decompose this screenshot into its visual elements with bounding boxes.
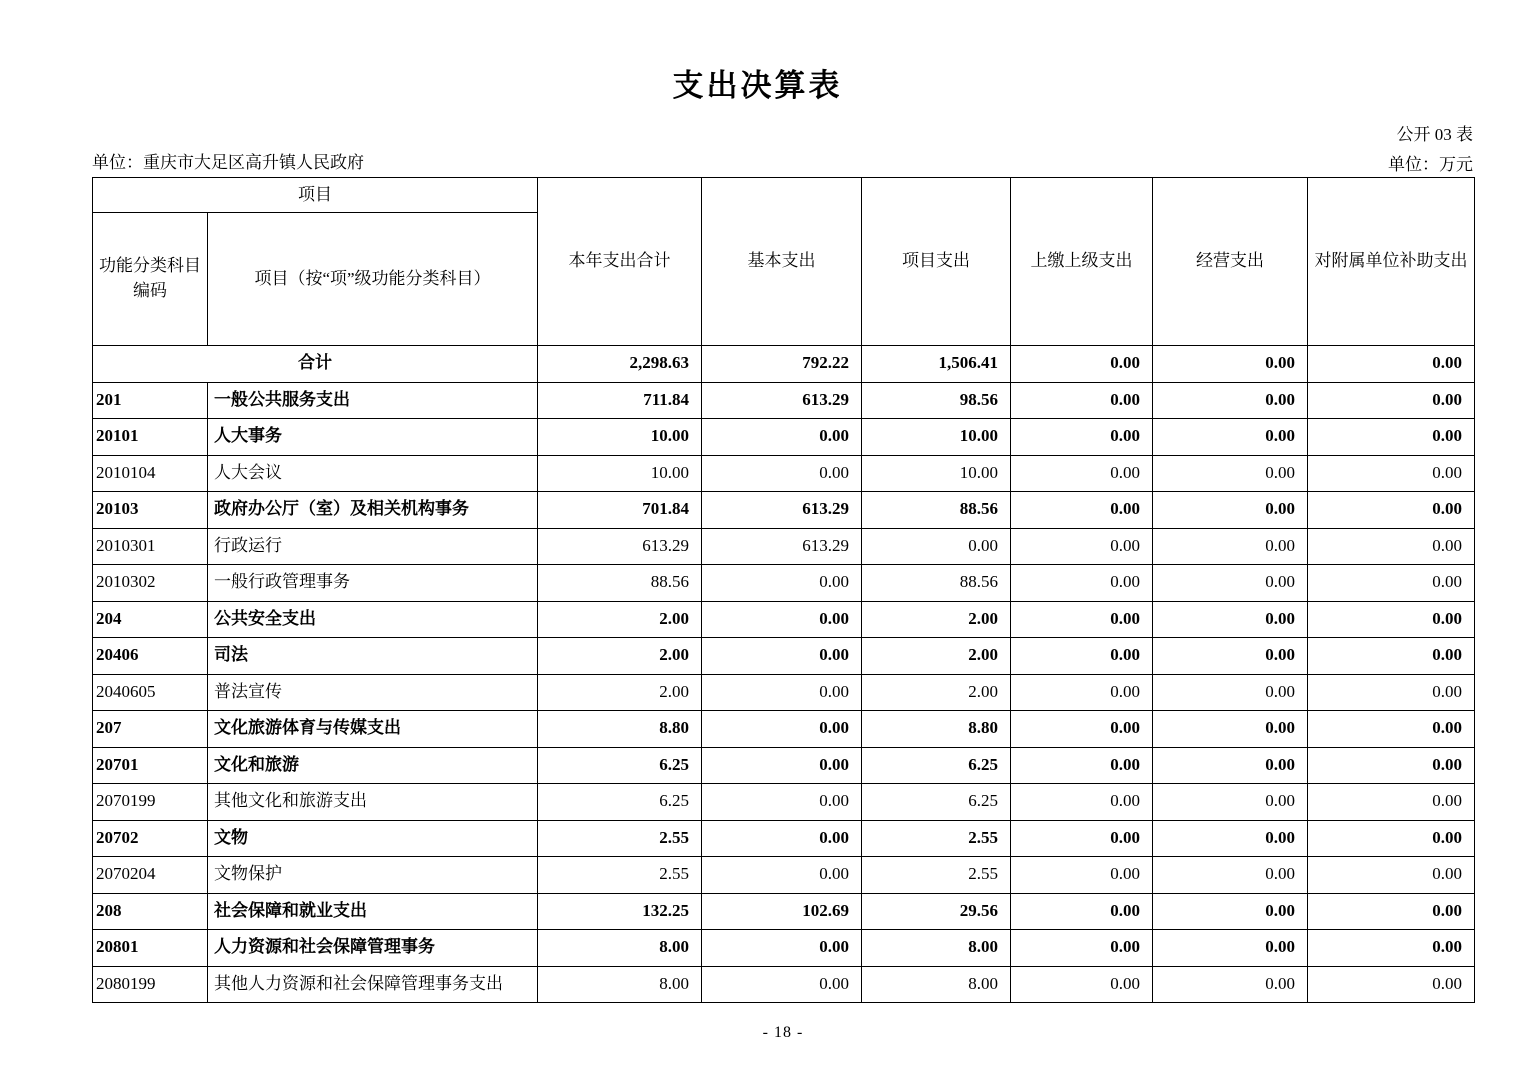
row-item-name: 一般行政管理事务 bbox=[208, 565, 538, 602]
row-value: 0.00 bbox=[702, 857, 862, 894]
table-row bbox=[93, 565, 1475, 602]
table-row bbox=[93, 857, 1475, 894]
row-value: 0.00 bbox=[1011, 711, 1153, 748]
row-value: 0.00 bbox=[1153, 857, 1308, 894]
row-item-name: 文物 bbox=[208, 820, 538, 857]
row-value: 8.00 bbox=[862, 930, 1011, 967]
table-row bbox=[93, 382, 1475, 419]
row-value: 10.00 bbox=[538, 455, 702, 492]
row-value: 0.00 bbox=[1153, 638, 1308, 675]
row-value: 711.84 bbox=[538, 382, 702, 419]
header-operating-expenditure: 经营支出 bbox=[1153, 178, 1308, 346]
table-row bbox=[93, 747, 1475, 784]
row-value: 2.00 bbox=[862, 638, 1011, 675]
page-title: 支出决算表 bbox=[672, 68, 843, 103]
row-value: 88.56 bbox=[862, 492, 1011, 529]
row-item-name: 人大事务 bbox=[208, 419, 538, 456]
row-function-code: 20801 bbox=[93, 930, 208, 967]
row-value: 0.00 bbox=[1153, 893, 1308, 930]
row-value: 6.25 bbox=[538, 747, 702, 784]
table-row bbox=[93, 455, 1475, 492]
row-value: 0.00 bbox=[702, 638, 862, 675]
row-function-code: 2010302 bbox=[93, 565, 208, 602]
row-value: 8.80 bbox=[538, 711, 702, 748]
row-item-name: 行政运行 bbox=[208, 528, 538, 565]
row-value: 10.00 bbox=[538, 419, 702, 456]
row-value: 0.00 bbox=[702, 674, 862, 711]
form-number-label: 公开 03 表 bbox=[1396, 125, 1473, 144]
page-number: - 18 - bbox=[762, 1024, 804, 1041]
row-function-code: 2010301 bbox=[93, 528, 208, 565]
row-value: 613.29 bbox=[538, 528, 702, 565]
row-value: 2.55 bbox=[862, 857, 1011, 894]
row-value: 0.00 bbox=[1153, 820, 1308, 857]
row-value: 0.00 bbox=[1011, 492, 1153, 529]
row-function-code: 204 bbox=[93, 601, 208, 638]
table-row bbox=[93, 492, 1475, 529]
row-function-code: 2040605 bbox=[93, 674, 208, 711]
expenditure-table bbox=[92, 177, 1475, 1003]
row-value: 0.00 bbox=[1308, 893, 1475, 930]
row-value: 0.00 bbox=[1011, 784, 1153, 821]
row-function-code: 20701 bbox=[93, 747, 208, 784]
row-value: 0.00 bbox=[1308, 674, 1475, 711]
header-function-code: 功能分类科目编码 bbox=[93, 213, 208, 346]
row-value: 2.00 bbox=[538, 638, 702, 675]
header-item-name: 项目（按“项”级功能分类科目） bbox=[208, 213, 538, 346]
row-value: 102.69 bbox=[702, 893, 862, 930]
table-row bbox=[93, 966, 1475, 1003]
row-value: 0.00 bbox=[1153, 492, 1308, 529]
row-value: 2.55 bbox=[538, 857, 702, 894]
row-value: 8.00 bbox=[538, 930, 702, 967]
row-value: 10.00 bbox=[862, 419, 1011, 456]
row-item-name: 公共安全支出 bbox=[208, 601, 538, 638]
row-value: 0.00 bbox=[1011, 966, 1153, 1003]
header-subsidy-expenditure: 对附属单位补助支出 bbox=[1308, 178, 1475, 346]
row-function-code: 207 bbox=[93, 711, 208, 748]
row-value: 0.00 bbox=[1153, 455, 1308, 492]
row-item-name: 其他文化和旅游支出 bbox=[208, 784, 538, 821]
row-value: 2.00 bbox=[538, 674, 702, 711]
row-value: 0.00 bbox=[1153, 346, 1308, 383]
row-item-name: 政府办公厅（室）及相关机构事务 bbox=[208, 492, 538, 529]
row-value: 0.00 bbox=[1308, 784, 1475, 821]
row-value: 0.00 bbox=[1153, 711, 1308, 748]
row-value: 0.00 bbox=[702, 601, 862, 638]
table-row bbox=[93, 346, 1475, 383]
row-value: 0.00 bbox=[1011, 382, 1153, 419]
row-value: 0.00 bbox=[702, 747, 862, 784]
row-value: 8.80 bbox=[862, 711, 1011, 748]
row-value: 0.00 bbox=[702, 711, 862, 748]
row-value: 0.00 bbox=[1011, 565, 1153, 602]
row-value: 2.00 bbox=[538, 601, 702, 638]
row-value: 0.00 bbox=[1153, 674, 1308, 711]
row-item-name: 社会保障和就业支出 bbox=[208, 893, 538, 930]
row-value: 2.00 bbox=[862, 601, 1011, 638]
row-function-code: 201 bbox=[93, 382, 208, 419]
row-value: 0.00 bbox=[1308, 820, 1475, 857]
row-value: 0.00 bbox=[1011, 419, 1153, 456]
row-value: 0.00 bbox=[1011, 893, 1153, 930]
row-value: 0.00 bbox=[1153, 784, 1308, 821]
row-value: 8.00 bbox=[538, 966, 702, 1003]
row-value: 0.00 bbox=[702, 419, 862, 456]
row-item-name: 人力资源和社会保障管理事务 bbox=[208, 930, 538, 967]
row-value: 2.55 bbox=[862, 820, 1011, 857]
row-item-name: 普法宣传 bbox=[208, 674, 538, 711]
row-value: 8.00 bbox=[862, 966, 1011, 1003]
row-value: 88.56 bbox=[862, 565, 1011, 602]
org-unit-label: 单位：重庆市大足区高升镇人民政府 bbox=[92, 153, 364, 172]
row-value: 2.00 bbox=[862, 674, 1011, 711]
row-value: 0.00 bbox=[1011, 528, 1153, 565]
row-value: 2.55 bbox=[538, 820, 702, 857]
row-value: 0.00 bbox=[1011, 601, 1153, 638]
row-function-code: 20406 bbox=[93, 638, 208, 675]
row-value: 0.00 bbox=[1011, 930, 1153, 967]
row-value: 0.00 bbox=[1153, 966, 1308, 1003]
row-value: 0.00 bbox=[702, 565, 862, 602]
row-item-name: 一般公共服务支出 bbox=[208, 382, 538, 419]
row-value: 0.00 bbox=[1308, 930, 1475, 967]
row-value: 613.29 bbox=[702, 492, 862, 529]
table-row bbox=[93, 674, 1475, 711]
row-item-name: 文化旅游体育与传媒支出 bbox=[208, 711, 538, 748]
header-upturned-expenditure: 上缴上级支出 bbox=[1011, 178, 1153, 346]
row-value: 0.00 bbox=[1153, 419, 1308, 456]
row-value: 613.29 bbox=[702, 528, 862, 565]
row-value: 0.00 bbox=[1153, 382, 1308, 419]
row-value: 0.00 bbox=[702, 784, 862, 821]
row-value: 0.00 bbox=[1011, 638, 1153, 675]
table-row bbox=[93, 638, 1475, 675]
table-row bbox=[93, 930, 1475, 967]
row-function-code: 20101 bbox=[93, 419, 208, 456]
table-row bbox=[93, 419, 1475, 456]
row-value: 701.84 bbox=[538, 492, 702, 529]
row-value: 132.25 bbox=[538, 893, 702, 930]
row-function-code: 2080199 bbox=[93, 966, 208, 1003]
row-item-name: 文化和旅游 bbox=[208, 747, 538, 784]
row-value: 0.00 bbox=[1308, 382, 1475, 419]
row-value: 0.00 bbox=[1011, 346, 1153, 383]
row-value: 613.29 bbox=[702, 382, 862, 419]
row-value: 0.00 bbox=[702, 820, 862, 857]
row-item-name: 文物保护 bbox=[208, 857, 538, 894]
row-item-name: 其他人力资源和社会保障管理事务支出 bbox=[208, 966, 538, 1003]
row-value: 0.00 bbox=[1308, 966, 1475, 1003]
row-value: 0.00 bbox=[1153, 528, 1308, 565]
row-value: 0.00 bbox=[1308, 601, 1475, 638]
row-value: 0.00 bbox=[1011, 747, 1153, 784]
row-value: 0.00 bbox=[862, 528, 1011, 565]
row-value: 0.00 bbox=[1308, 565, 1475, 602]
row-value: 0.00 bbox=[1011, 820, 1153, 857]
table-row bbox=[93, 601, 1475, 638]
row-value: 0.00 bbox=[1308, 455, 1475, 492]
row-value: 6.25 bbox=[862, 747, 1011, 784]
row-value: 0.00 bbox=[702, 455, 862, 492]
row-value: 2,298.63 bbox=[538, 346, 702, 383]
row-value: 0.00 bbox=[1308, 747, 1475, 784]
row-item-name: 司法 bbox=[208, 638, 538, 675]
header-project-group: 项目 bbox=[93, 178, 538, 213]
row-value: 0.00 bbox=[1308, 711, 1475, 748]
row-value: 0.00 bbox=[1011, 674, 1153, 711]
row-function-code: 208 bbox=[93, 893, 208, 930]
row-value: 792.22 bbox=[702, 346, 862, 383]
row-total-label: 合计 bbox=[93, 346, 538, 383]
row-value: 0.00 bbox=[1308, 346, 1475, 383]
table-row bbox=[93, 528, 1475, 565]
row-value: 0.00 bbox=[702, 930, 862, 967]
row-function-code: 20702 bbox=[93, 820, 208, 857]
table-row bbox=[93, 711, 1475, 748]
row-value: 6.25 bbox=[862, 784, 1011, 821]
row-value: 0.00 bbox=[702, 966, 862, 1003]
row-function-code: 2010104 bbox=[93, 455, 208, 492]
row-value: 0.00 bbox=[1308, 419, 1475, 456]
table-row bbox=[93, 820, 1475, 857]
row-value: 0.00 bbox=[1308, 528, 1475, 565]
table-row bbox=[93, 784, 1475, 821]
row-value: 0.00 bbox=[1153, 747, 1308, 784]
table-header bbox=[93, 178, 1475, 346]
row-value: 0.00 bbox=[1011, 857, 1153, 894]
table-row bbox=[93, 893, 1475, 930]
row-function-code: 20103 bbox=[93, 492, 208, 529]
header-project-expenditure: 项目支出 bbox=[862, 178, 1011, 346]
header-basic-expenditure: 基本支出 bbox=[702, 178, 862, 346]
currency-unit-label: 单位：万元 bbox=[1388, 155, 1473, 174]
row-value: 0.00 bbox=[1308, 857, 1475, 894]
row-value: 0.00 bbox=[1308, 492, 1475, 529]
header-total-expenditure: 本年支出合计 bbox=[538, 178, 702, 346]
row-value: 6.25 bbox=[538, 784, 702, 821]
table-body bbox=[93, 346, 1475, 1003]
row-item-name: 人大会议 bbox=[208, 455, 538, 492]
row-value: 98.56 bbox=[862, 382, 1011, 419]
row-value: 0.00 bbox=[1153, 565, 1308, 602]
row-value: 1,506.41 bbox=[862, 346, 1011, 383]
row-function-code: 2070199 bbox=[93, 784, 208, 821]
row-function-code: 2070204 bbox=[93, 857, 208, 894]
row-value: 0.00 bbox=[1153, 930, 1308, 967]
row-value: 0.00 bbox=[1153, 601, 1308, 638]
row-value: 88.56 bbox=[538, 565, 702, 602]
row-value: 10.00 bbox=[862, 455, 1011, 492]
row-value: 29.56 bbox=[862, 893, 1011, 930]
row-value: 0.00 bbox=[1308, 638, 1475, 675]
row-value: 0.00 bbox=[1011, 455, 1153, 492]
